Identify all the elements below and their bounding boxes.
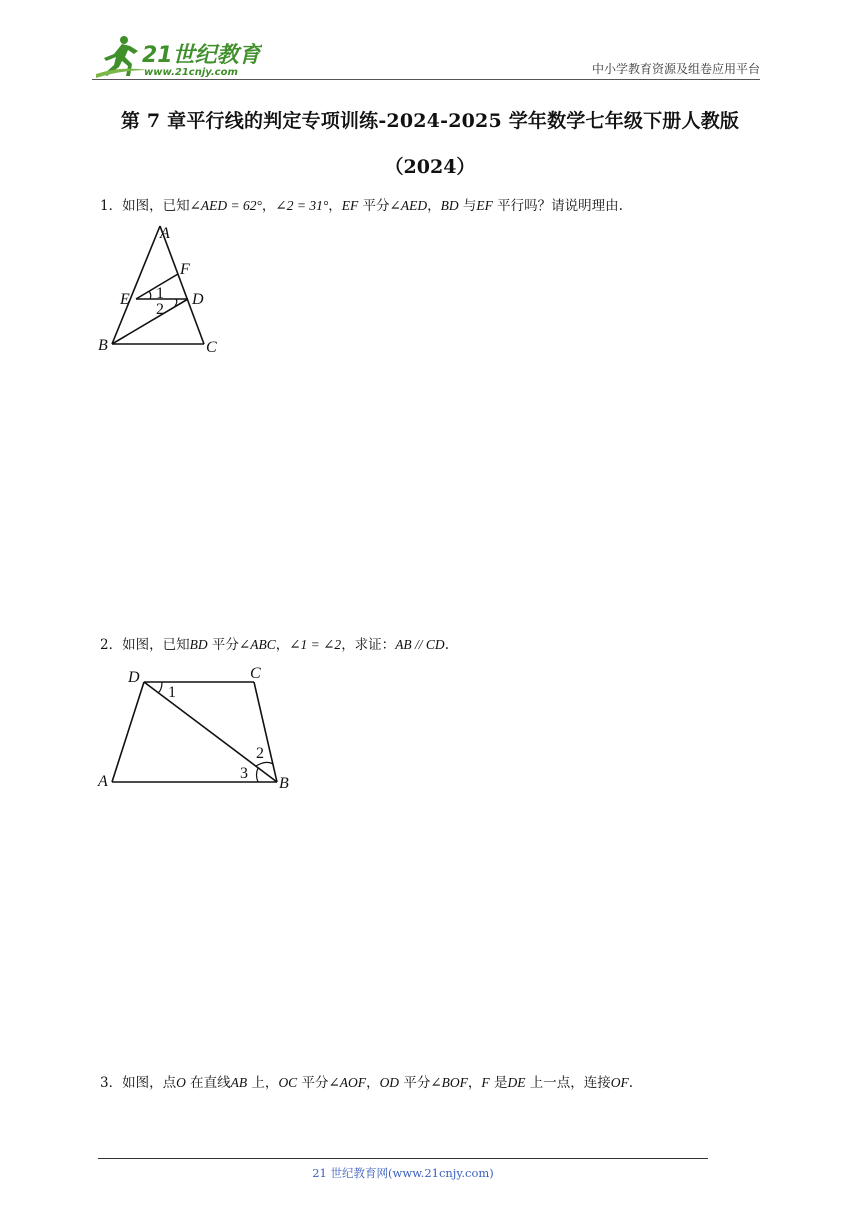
question-text: 与 <box>458 198 477 214</box>
math-expression: ∠ABC <box>238 637 276 652</box>
figure-1-triangle <box>92 222 232 357</box>
segment-AB <box>112 226 160 344</box>
site-logo <box>92 34 262 80</box>
math-expression: OF <box>610 1075 629 1090</box>
question-text: ， <box>261 198 276 214</box>
math-expression: AB <box>230 1075 248 1090</box>
question-text: . <box>444 637 449 653</box>
math-expression: EF <box>476 198 493 213</box>
math-expression: ∠BOF <box>430 1075 468 1090</box>
question-text: 是 <box>489 1075 508 1091</box>
question-text: 平分 <box>399 1075 431 1091</box>
logo-wordmark: 21世纪教育 <box>142 43 261 68</box>
question-2 <box>100 636 449 654</box>
logo-url: www.21cnjy.com <box>144 67 238 78</box>
point-label-C: C <box>250 665 261 682</box>
question-text: 上， <box>247 1075 279 1091</box>
question-text: 平分 <box>358 198 390 214</box>
question-1 <box>100 197 623 215</box>
question-text: 如图，点 <box>122 1075 177 1091</box>
angle-1-arc <box>158 682 162 693</box>
question-text: 如图，已知 <box>122 198 190 214</box>
point-label-D: D <box>128 669 140 686</box>
math-expression: ∠2 = 31° <box>275 198 329 213</box>
header-platform-text: 中小学教育资源及组卷应用平台 <box>591 62 760 76</box>
question-number: 2． <box>100 637 123 653</box>
math-expression: BD <box>189 637 208 652</box>
math-expression: O <box>176 1075 186 1090</box>
math-expression: DE <box>507 1075 526 1090</box>
point-label-E: E <box>120 291 130 308</box>
math-expression: ∠1 = ∠2 <box>289 637 342 652</box>
question-text: ，求证： <box>341 637 396 653</box>
page-subtitle: （2024） <box>384 156 476 178</box>
point-label-A: A <box>98 773 108 790</box>
angle-label-2: 2 <box>156 301 164 318</box>
footer-link[interactable]: 21 世纪教育网(www.21cnjy.com) <box>312 1166 494 1180</box>
math-expression: ∠AED <box>389 198 428 213</box>
question-text: 平分 <box>207 637 239 653</box>
question-text: ， <box>467 1075 482 1091</box>
question-text: . <box>628 1075 634 1091</box>
question-number: 1． <box>100 198 123 214</box>
runner-icon <box>96 36 148 78</box>
question-text: 平分 <box>297 1075 329 1091</box>
math-expression: ∠AED = 62° <box>189 198 262 213</box>
footer-divider <box>98 1158 708 1159</box>
math-expression: BD <box>440 198 459 213</box>
math-expression: OC <box>278 1075 298 1090</box>
math-expression: OD <box>379 1075 400 1090</box>
point-label-A: A <box>160 225 170 242</box>
question-text: 在直线 <box>185 1075 231 1091</box>
angle-3-arc <box>257 768 259 782</box>
figure-2-trapezoid <box>92 662 302 792</box>
angle-2-arc <box>256 762 273 766</box>
question-text: ， <box>366 1075 380 1091</box>
header-divider <box>92 79 760 80</box>
point-label-F: F <box>180 261 190 278</box>
point-label-B: B <box>98 337 108 354</box>
angle-1-arc <box>149 291 151 299</box>
math-expression: ∠AOF <box>328 1075 367 1090</box>
question-text: ， <box>328 198 342 214</box>
math-expression: F <box>481 1075 490 1090</box>
angle-label-1: 1 <box>156 285 164 302</box>
angle-label-3: 3 <box>240 765 248 782</box>
question-number: 3． <box>100 1075 123 1091</box>
segment-AC <box>160 226 204 344</box>
question-3 <box>100 1074 633 1092</box>
page-title: 第 7 章平行线的判定专项训练-2024-2025 学年数学七年级下册人教版 <box>120 110 740 132</box>
angle-label-2: 2 <box>256 745 264 762</box>
math-expression: EF <box>341 198 359 213</box>
question-text: 上一点，连接 <box>525 1075 611 1091</box>
angle-label-1: 1 <box>168 684 176 701</box>
math-expression: AB // CD <box>395 637 445 652</box>
question-text: 平行吗？请说明理由. <box>492 198 623 214</box>
question-text: 如图，已知 <box>122 637 190 653</box>
segment-DA <box>112 682 144 782</box>
question-text: ， <box>275 637 290 653</box>
question-text: ， <box>427 198 441 214</box>
point-label-B: B <box>279 775 289 792</box>
point-label-D: D <box>192 291 204 308</box>
point-label-C: C <box>206 339 217 356</box>
